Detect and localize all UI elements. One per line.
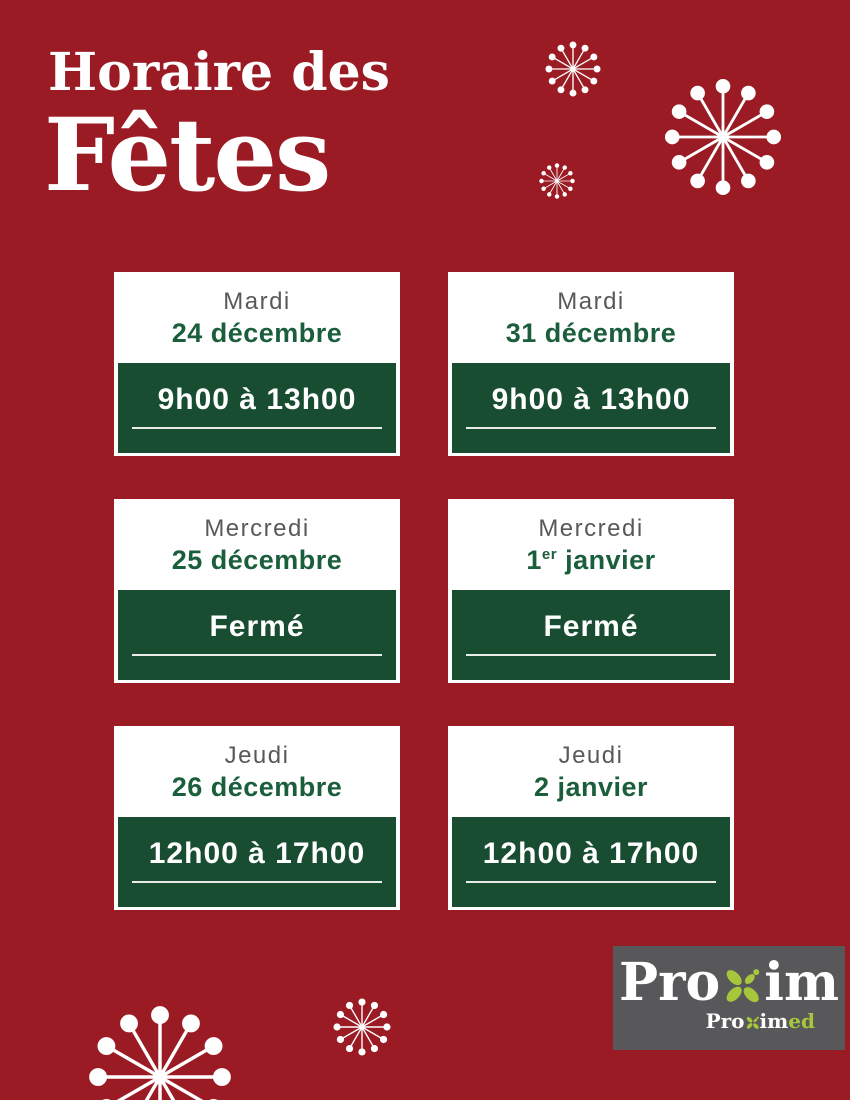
card-header	[452, 726, 730, 817]
proxim-x-icon	[744, 1014, 761, 1031]
title-line-2: Fêtes	[44, 96, 330, 214]
hours-underline	[132, 427, 382, 429]
date-label	[118, 318, 396, 348]
hours-underline	[466, 654, 716, 656]
day-label: Mardi	[557, 288, 625, 315]
hours-underline	[132, 881, 382, 883]
title-line-1: Horaire des	[48, 42, 390, 103]
schedule-card	[114, 726, 400, 910]
hours-panel	[118, 590, 396, 680]
snowflake-icon	[545, 41, 601, 97]
proxim-logo-box	[613, 946, 845, 1050]
day-label: Mardi	[223, 288, 291, 315]
date-text: 26 décembre	[171, 772, 343, 802]
date-text: 31 décembre	[505, 318, 677, 348]
hours-label: Fermé	[543, 610, 639, 643]
snowflake-icon	[539, 163, 575, 199]
hours-panel	[452, 590, 730, 680]
hours-label: 9h00 à 13h00	[491, 383, 691, 416]
hours-panel	[118, 817, 396, 907]
hours-underline	[132, 654, 382, 656]
tagline-pre: Pro	[705, 1009, 745, 1033]
day-label: Jeudi	[224, 742, 290, 769]
hours-label: 9h00 à 13h00	[157, 383, 357, 416]
wordmark-pre: Pro	[619, 952, 721, 1013]
day-label: Jeudi	[558, 742, 624, 769]
hours-label: 12h00 à 17h00	[482, 837, 700, 870]
card-header	[452, 499, 730, 590]
date-text: 2 janvier	[533, 772, 649, 802]
hours-label: Fermé	[209, 610, 305, 643]
hours-label: 12h00 à 17h00	[148, 837, 366, 870]
date-label	[118, 545, 396, 575]
proxim-x-icon	[719, 962, 765, 1008]
schedule-card	[448, 499, 734, 683]
date-superscript: er	[541, 546, 558, 563]
schedule-card	[448, 726, 734, 910]
hours-underline	[466, 427, 716, 429]
date-text: 25 décembre	[171, 545, 343, 575]
card-header	[452, 272, 730, 363]
date-label	[452, 772, 730, 802]
proxim-wordmark	[613, 952, 845, 1013]
snowflake-icon	[664, 78, 782, 196]
schedule-card	[448, 272, 734, 456]
tagline-suffix: ed	[788, 1009, 815, 1033]
card-header	[118, 726, 396, 817]
hours-panel	[118, 363, 396, 453]
hours-underline	[466, 881, 716, 883]
date-text: 24 décembre	[171, 318, 343, 348]
hours-panel	[452, 363, 730, 453]
card-header	[118, 499, 396, 590]
snowflake-icon	[88, 1005, 232, 1100]
snowflake-icon	[333, 998, 391, 1056]
schedule-card	[114, 272, 400, 456]
hours-panel	[452, 817, 730, 907]
day-label: Mercredi	[538, 515, 644, 542]
tagline-mid: im	[759, 1009, 789, 1033]
date-label	[452, 545, 730, 575]
wordmark-post: im	[764, 952, 839, 1013]
date-text: 1	[526, 545, 542, 575]
proximed-tagline	[706, 1010, 815, 1032]
date-label	[118, 772, 396, 802]
date-label	[452, 318, 730, 348]
date-text-rest: janvier	[557, 545, 656, 575]
poster-title	[44, 42, 390, 214]
schedule-grid	[114, 272, 734, 910]
day-label: Mercredi	[204, 515, 310, 542]
card-header	[118, 272, 396, 363]
schedule-card	[114, 499, 400, 683]
